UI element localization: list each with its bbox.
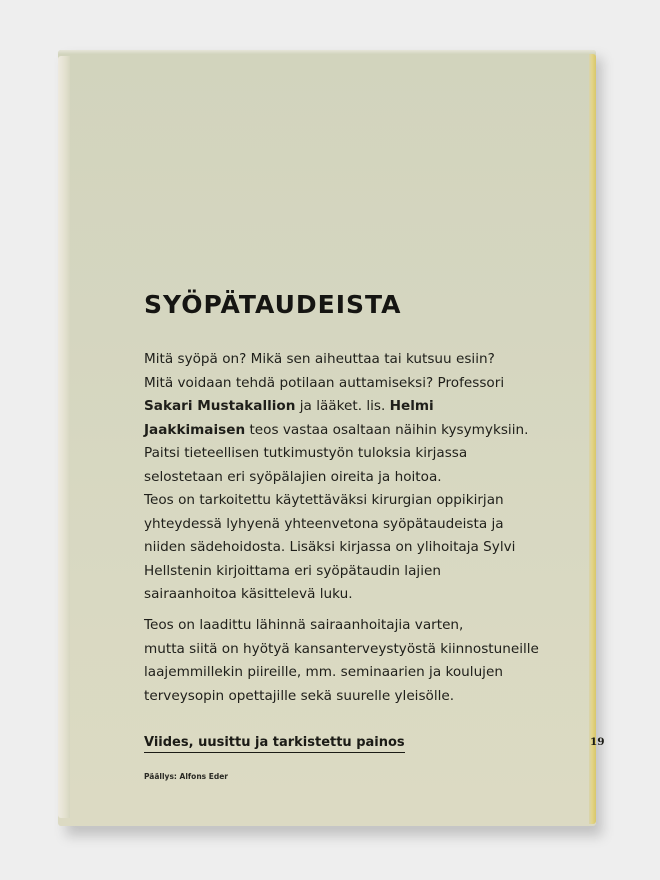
- author-name-2-first: Helmi: [389, 398, 434, 414]
- blurb-line: Teos on tarkoitettu käytettäväksi kirurgian oppikirjan: [144, 492, 504, 508]
- blurb-line: ja lääket. lis.: [295, 398, 390, 414]
- blurb-line: sairaanhoitoa käsittelevä luku.: [144, 586, 353, 602]
- blurb-paragraph-2: [144, 489, 515, 607]
- cover-credit: Päällys: Alfons Eder: [144, 772, 229, 781]
- blurb-line: Teos on laadittu lähinnä sairaanhoitajia varten,: [144, 617, 464, 633]
- page-edges: [589, 54, 596, 824]
- blurb-line: terveysopin opettajille sekä suurelle yleisölle.: [144, 687, 455, 704]
- cover-left-edge: [58, 56, 70, 818]
- blurb-line: mutta siitä on hyötyä kansanterveystyöstä kiinnostuneille: [144, 640, 539, 657]
- blurb-line: laajemmillekin piireille, mm. seminaarien ja koulujen: [144, 664, 503, 680]
- blurb-paragraph-3: [144, 614, 539, 708]
- blurb-line: Mitä voidaan tehdä potilaan auttamiseksi? Professori: [144, 374, 505, 391]
- blurb-paragraph-1: [144, 348, 528, 489]
- cover-top-edge: [58, 50, 596, 54]
- book-back-cover: [58, 50, 605, 826]
- edition-note: Viides, uusittu ja tarkistettu painos: [144, 735, 405, 753]
- blurb-line: niiden sädehoidosta. Lisäksi kirjassa on ylihoitaja Sylvi: [144, 539, 516, 555]
- author-name-2-last: Jaakkimaisen: [144, 421, 246, 438]
- blurb-line: yhteydessä lyhyenä yhteenvetona syöpätaudeista ja: [144, 515, 504, 532]
- blurb-line: selostetaan eri syöpälajien oireita ja hoitoa.: [144, 468, 442, 485]
- blurb-line: Hellstenin kirjoittama eri syöpätaudin lajien: [144, 562, 441, 579]
- author-name-1: Sakari Mustakallion: [144, 398, 296, 414]
- blurb-line: teos vastaa osaltaan näihin kysymyksiin.: [245, 421, 529, 438]
- blurb-line: Paitsi tieteellisen tutkimustyön tuloksia kirjassa: [144, 445, 468, 461]
- book-title: SYÖPÄTAUDEISTA: [144, 290, 402, 319]
- series-number: 19: [590, 736, 605, 748]
- blurb-line: Mitä syöpä on? Mikä sen aiheuttaa tai kutsuu esiin?: [144, 351, 495, 367]
